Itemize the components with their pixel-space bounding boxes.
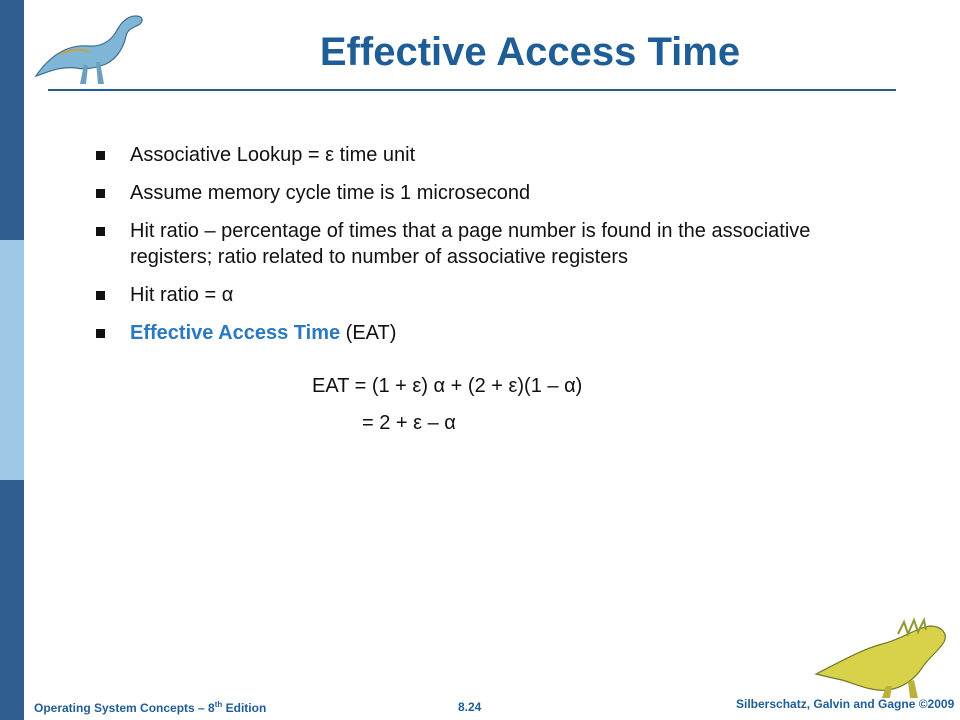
slide-title: Effective Access Time (319, 30, 741, 74)
dinosaur-logo-top-left-icon (30, 6, 148, 90)
bullet-item (96, 320, 876, 346)
footer-book-title-prefix: Operating System Concepts – 8 (34, 701, 215, 715)
bullet-item (96, 180, 876, 206)
slide-sidebar (0, 0, 24, 720)
footer-book-title (34, 700, 266, 715)
bullet-square-icon (96, 151, 105, 160)
sidebar-bottom-band (0, 480, 24, 720)
footer-slide-number: 8.24 (458, 700, 482, 714)
footer-copyright: Silberschatz, Galvin and Gagne ©2009 (736, 697, 955, 711)
bullet-square-icon (96, 291, 105, 300)
bullet-square-icon (96, 329, 105, 338)
bullet-text: (EAT) (340, 322, 397, 344)
title-divider (48, 89, 896, 91)
dinosaur-logo-bottom-right-icon (812, 614, 952, 698)
bullet-item (96, 282, 876, 308)
sidebar-top-band (0, 0, 24, 240)
bullet-text: Hit ratio = α (130, 284, 234, 306)
bullet-square-icon (96, 189, 105, 198)
bullet-item (96, 218, 876, 270)
footer-book-title-sup: th (214, 700, 223, 709)
bullet-list (96, 142, 876, 358)
bullet-accent-text: Effective Access Time (130, 322, 341, 344)
equation-line-2: = 2 + ε – α (362, 412, 456, 434)
footer-book-title-suffix: Edition (222, 701, 267, 715)
bullet-square-icon (96, 227, 105, 236)
sidebar-middle-band (0, 240, 24, 480)
bullet-text: Assume memory cycle time is 1 microsecond (130, 182, 531, 204)
bullet-item (96, 142, 876, 168)
bullet-text: Associative Lookup = ε time unit (130, 144, 416, 166)
equation-line-1: EAT = (1 + ε) α + (2 + ε)(1 – α) (312, 375, 583, 397)
bullet-text: Hit ratio – percentage of times that a page number is found in the associative registers; ratio related to number of associative registers (130, 220, 811, 268)
